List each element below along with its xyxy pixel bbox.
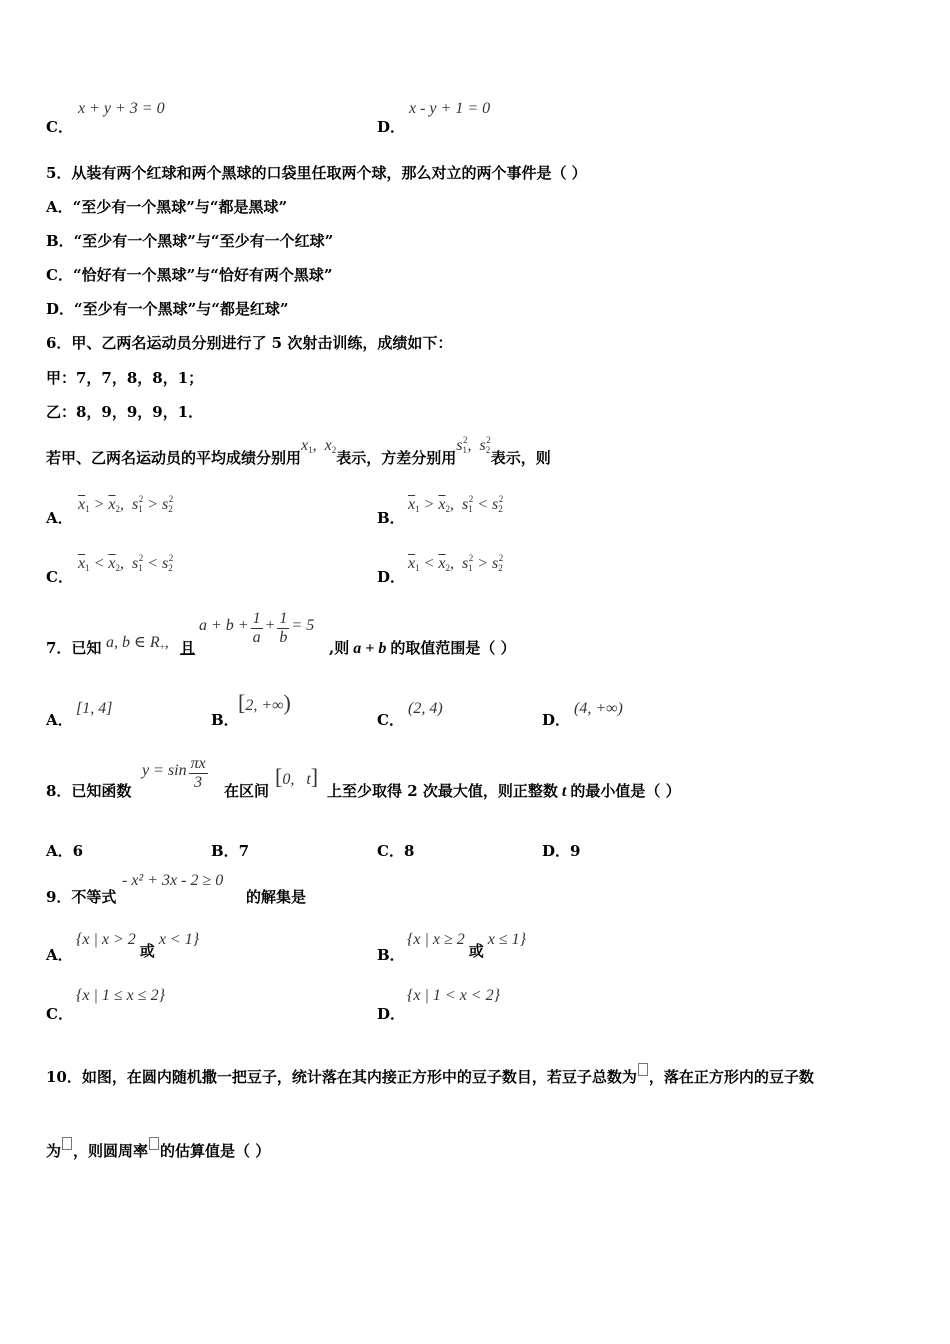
q10-line1-b: ，落在正方形内的豆子数 [648, 1068, 814, 1086]
q8-prefix: 8．已知函数 [46, 782, 132, 800]
q10-total-placeholder [638, 1063, 648, 1076]
q9-option-a-part2: x < 1} [158, 931, 200, 948]
q6-option-d-expr: $\overline{x}_1 < \overline{x}_2$, $s_1^2 > s_2^2$ [408, 553, 504, 573]
q7-condition-set: a, b ∈ $R_+$, [106, 634, 169, 652]
q9-option-b-expr [407, 928, 527, 960]
q7-option-a-expr: [1, 4] [76, 700, 113, 717]
q7-suffix: ,则 a + b 的取值范围是（ ） [329, 639, 516, 657]
q9-inequality: - x² + 3x - 2 ≥ 0 [122, 872, 224, 889]
q5-stem: 5．从装有两个红球和两个黑球的口袋里任取两个球，那么对立的两个事件是（ ） [46, 164, 587, 182]
q10-line1-a: 10．如图，在圆内随机撒一把豆子，统计落在其内接正方形中的豆子数目，若豆子总数为 [46, 1068, 637, 1086]
q9-prefix: 9．不等式 [46, 888, 117, 906]
q8-option-b: B．7 [211, 842, 250, 860]
q6-option-b-expr: $\overline{x}_1 > \overline{x}_2$, $s_1^2 < s_2^2$ [408, 494, 504, 514]
q9-option-a-expr [76, 928, 200, 960]
q5-option-b: B．“至少有一个黑球”与“至少有一个红球” [46, 232, 334, 250]
q9-option-a-part1: {x | x > 2 [76, 931, 136, 948]
q8-option-c: C．8 [377, 842, 415, 860]
q7-suffix-a: ,则 [329, 639, 350, 657]
q6-stem: 6．甲、乙两名运动员分别进行了 5 次射击训练，成绩如下： [46, 334, 453, 352]
q8-suffix: 上至少取得 2 次最大值，则正整数 t 的最小值是（ ） [327, 782, 681, 800]
q10-line2-b: ，则圆周率 [73, 1142, 149, 1160]
q10-line2-a: 为 [46, 1142, 62, 1160]
q7-and: 且 [180, 639, 196, 657]
q4-option-d-expr: x - y + 1 = 0 [409, 100, 491, 117]
q5-option-a: A．“至少有一个黑球”与“都是黑球” [46, 198, 288, 216]
q9-option-a-label: A． [46, 946, 73, 964]
q8-func-label: y = sin [142, 762, 187, 780]
q9-option-c-label: C． [46, 1005, 73, 1023]
q9-option-d-label: D． [377, 1005, 406, 1023]
q8-option-a: A．6 [46, 842, 84, 860]
q5-option-d: D．“至少有一个黑球”与“都是红球” [46, 300, 289, 318]
q6-mean-symbols: $x_1$, $x_2$ [301, 437, 337, 455]
q10-line2 [46, 1137, 270, 1161]
q8-suffix-a: 上至少取得 2 次最大值，则正整数 [327, 782, 558, 800]
q8-interval: [0, t] [275, 764, 319, 789]
q7-option-c-label: C． [377, 711, 404, 729]
q7-equation: a + b + $\frac{1}{a}$ + $\frac{1}{b}$ = 5 [199, 610, 315, 646]
q10-line2-c: 的估算值是（ ） [160, 1142, 271, 1160]
q9-option-b-part2: x ≤ 1} [487, 931, 527, 948]
q4-option-c-expr: x + y + 3 = 0 [78, 100, 165, 117]
q7-option-d-expr: (4, +∞) [574, 700, 623, 717]
q6-option-d-label: D． [377, 568, 406, 586]
q7-option-d-label: D． [542, 711, 571, 729]
q9-option-b-label: B． [377, 946, 405, 964]
q7-prefix: 7．已知 [46, 639, 102, 657]
q10-pi-placeholder [149, 1137, 159, 1150]
q4-option-d-label: D． [377, 118, 406, 136]
q9-option-b-or: 或 [468, 944, 484, 960]
q6-yi-scores: 乙：8，9，9，9，1． [46, 403, 204, 421]
q9-option-c-expr: {x | 1 ≤ x ≤ 2} [76, 987, 165, 1004]
q6-option-c-expr: $\overline{x}_1 < \overline{x}_2$, $s_1^2 < s_2^2$ [78, 553, 174, 573]
q6-option-c-label: C． [46, 568, 73, 586]
q6-condition-line [46, 434, 551, 467]
q10-line1 [46, 1063, 814, 1087]
q9-option-b-part1: {x | x ≥ 2 [407, 931, 465, 948]
q6-jia-scores: 甲：7，7，8，8，1； [46, 369, 204, 387]
q6-condition-b: 表示，方差分别用 [336, 449, 457, 467]
q7-option-c-expr: (2, 4) [408, 700, 443, 717]
q8-option-d: D．9 [542, 842, 581, 860]
q9-option-a-or: 或 [139, 944, 155, 960]
q6-variance-symbols: $s_1^2$, $s_2^2$ [456, 435, 491, 455]
q10-inside-placeholder [62, 1137, 72, 1150]
q8-suffix-b: 的最小值是（ ） [570, 782, 681, 800]
q8-function: y = sin $\frac{\pi x}{3}$ [142, 755, 206, 791]
q7-equals: = 5 [291, 617, 315, 635]
q7-option-b-inner: 2, +∞ [245, 697, 284, 714]
q7-option-b-label: B． [211, 711, 239, 729]
q6-option-a-expr: $\overline{x}_1 > \overline{x}_2$, $s_1^2 > s_2^2$ [78, 494, 174, 514]
q6-condition-a: 若甲、乙两名运动员的平均成绩分别用 [46, 449, 302, 467]
q6-option-b-label: B． [377, 509, 405, 527]
q7-option-a-label: A． [46, 711, 73, 729]
q6-option-a-label: A． [46, 509, 73, 527]
q7-option-b-expr: [2, +∞) [238, 690, 291, 715]
q4-option-c-label: C． [46, 118, 73, 136]
q7-suffix-b: 的取值范围是（ ） [390, 639, 516, 657]
q6-condition-c: 表示，则 [490, 449, 551, 467]
q8-interval-word: 在区间 [224, 782, 270, 800]
q5-option-c: C．“恰好有一个黑球”与“恰好有两个黑球” [46, 266, 333, 284]
q9-suffix: 的解集是 [246, 888, 307, 906]
q9-option-d-expr: {x | 1 < x < 2} [407, 987, 500, 1004]
